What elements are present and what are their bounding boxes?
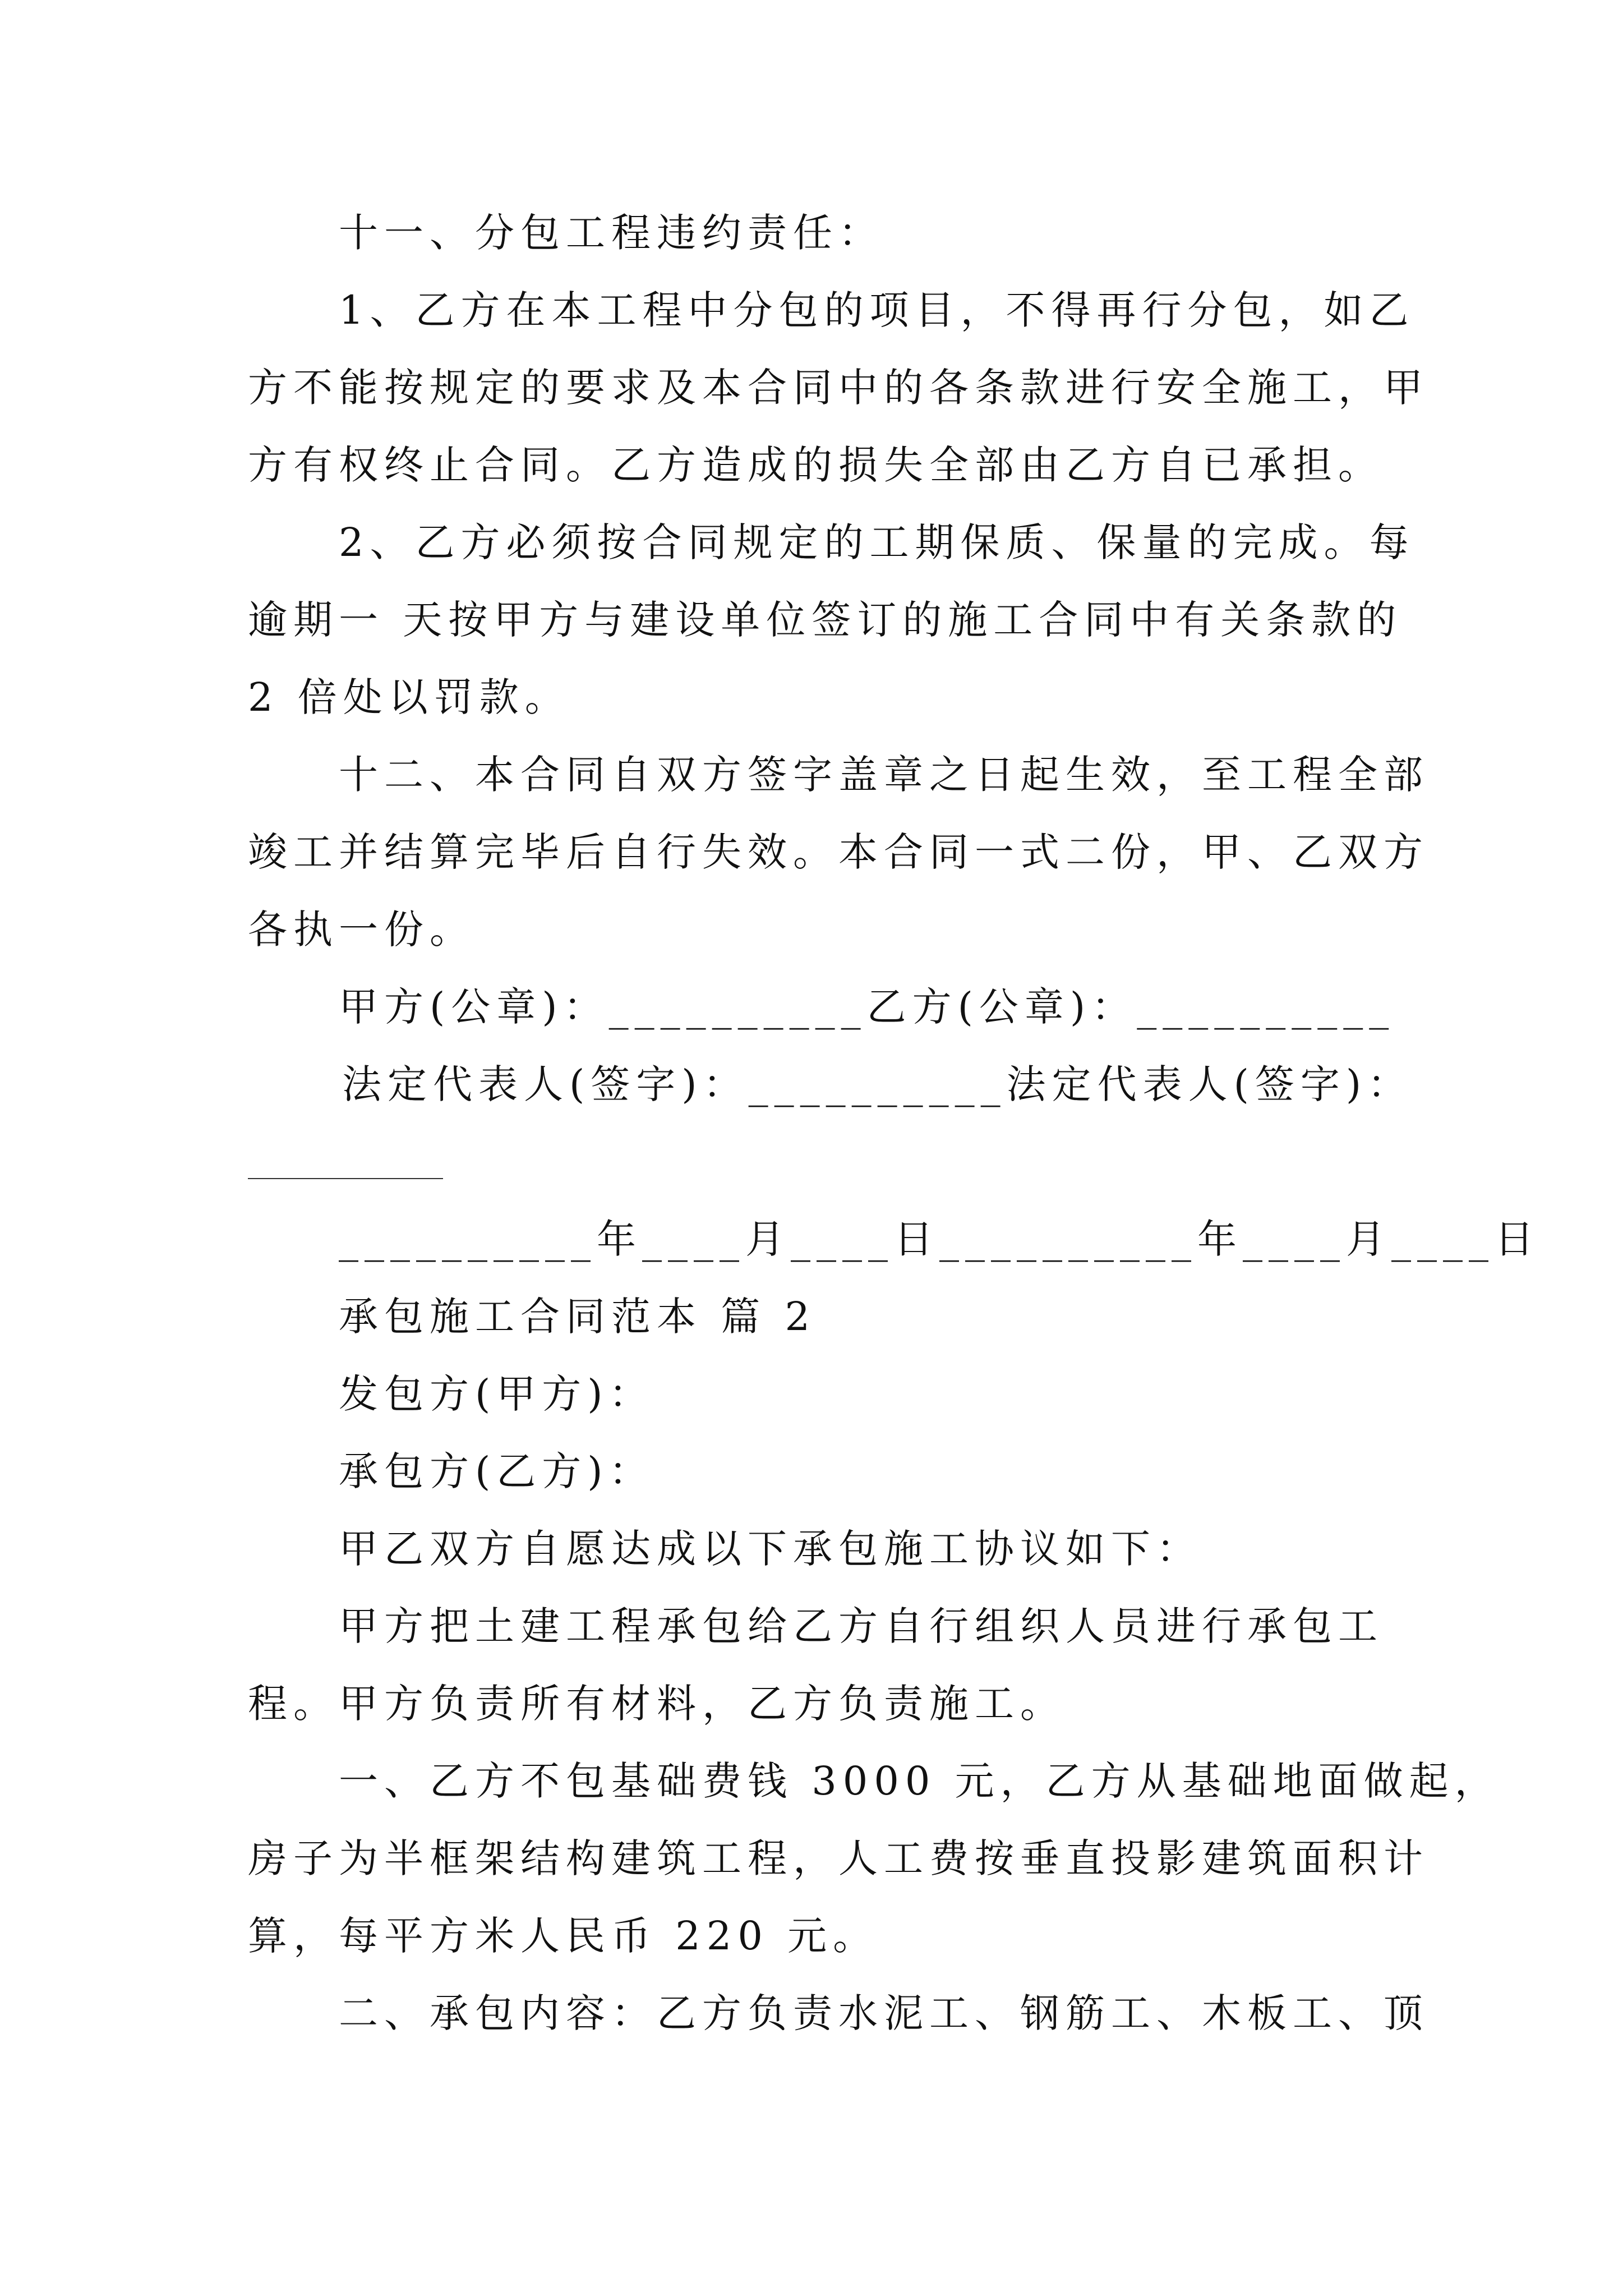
party-seal-line: 甲方(公章)：__________乙方(公章)：__________ xyxy=(339,984,1395,1030)
clause-1-line: 一、乙方不包基础费钱 3000 元，乙方从基础地面做起， xyxy=(339,1758,1500,1804)
contractor-line: 承包方(乙方)： xyxy=(339,1448,654,1494)
paragraph-line: 2、乙方必须按合同规定的工期保质、保量的完成。每 xyxy=(339,519,1415,565)
paragraph-line: 1、乙方在本工程中分包的项目，不得再行分包，如乙 xyxy=(339,287,1415,333)
agreement-intro: 甲乙双方自愿达成以下承包施工协议如下： xyxy=(339,1526,1202,1572)
clause-2-line: 二、承包内容：乙方负责水泥工、钢筋工、木板工、顶 xyxy=(339,1990,1429,2036)
paragraph-line: 逾期一 天按甲方与建设单位签订的施工合同中有关条款的 xyxy=(248,597,1403,643)
paragraph-line: 程。甲方负责所有材料，乙方负责施工。 xyxy=(248,1681,1066,1727)
paragraph-line: 方不能按规定的要求及本合同中的各条款进行安全施工，甲 xyxy=(248,365,1429,411)
paragraph-line: 方有权终止合同。乙方造成的损失全部由乙方自已承担。 xyxy=(248,442,1384,488)
section-12-line: 十二、本合同自双方签字盖章之日起生效，至工程全部 xyxy=(339,752,1429,798)
paragraph-line: 房子为半框架结构建筑工程，人工费按垂直投影建筑面积计 xyxy=(248,1835,1429,1881)
paragraph-line: 竣工并结算完毕后自行失效。本合同一式二份，甲、乙双方 xyxy=(248,829,1429,875)
date-line: __________年____月____日__________年____月____日 xyxy=(339,1216,1540,1262)
section-title: 承包施工合同范本 篇 2 xyxy=(339,1294,817,1340)
paragraph-line: 算，每平方米人民币 220 元。 xyxy=(248,1913,879,1959)
paragraph-line: 各执一份。 xyxy=(248,907,475,953)
employer-line: 发包方(甲方)： xyxy=(339,1371,654,1417)
legal-representative-line: 法定代表人(签字)：__________法定代表人(签字)： xyxy=(342,1061,1413,1107)
paragraph-line: 2 倍处以罚款。 xyxy=(248,674,570,720)
section-11-heading: 十一、分包工程违约责任： xyxy=(339,210,884,256)
signature-blank xyxy=(248,1178,443,1179)
paragraph-line: 甲方把土建工程承包给乙方自行组织人员进行承包工 xyxy=(339,1603,1384,1649)
